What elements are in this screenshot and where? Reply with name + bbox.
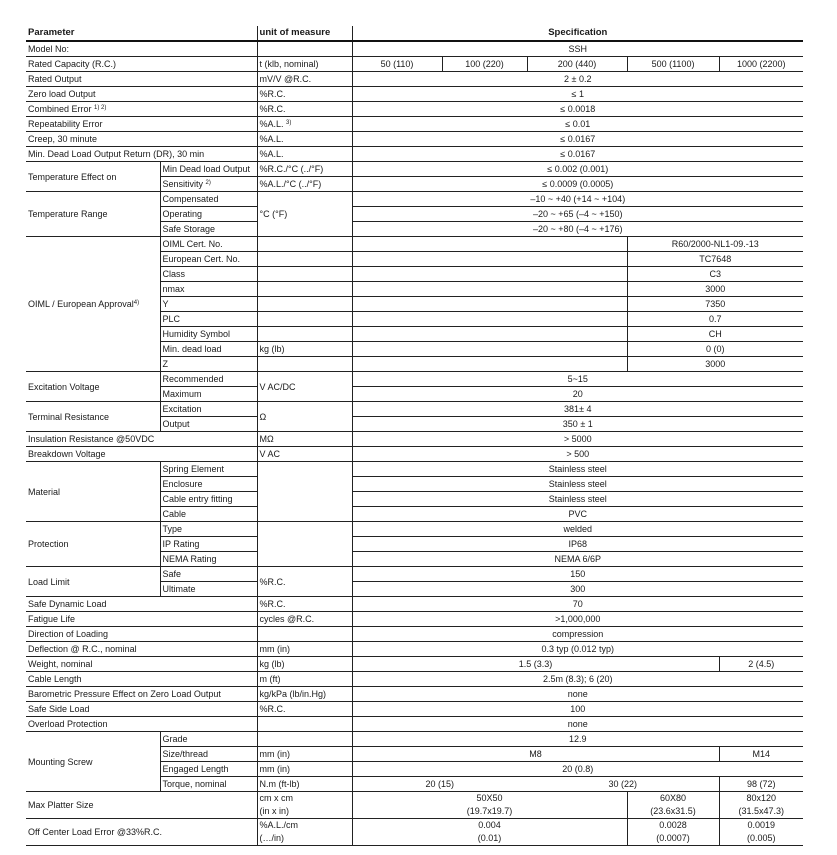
row-value: 30 (22) <box>527 777 719 792</box>
row-unit <box>257 117 352 132</box>
row-value-last: 98 (72) <box>719 777 803 792</box>
row-value: (19.7x19.7) <box>352 805 627 819</box>
table-row <box>26 642 803 657</box>
row-unit: kg (lb) <box>257 342 352 357</box>
table-row <box>26 72 803 87</box>
row-unit: kg (lb) <box>257 657 352 672</box>
table-row <box>26 792 803 806</box>
blank-cell <box>352 267 627 282</box>
sub-label: Size/thread <box>160 747 257 762</box>
table-row <box>26 672 803 687</box>
row-value: compression <box>352 627 803 642</box>
table-row <box>26 657 803 672</box>
row-unit: t (klb, nominal) <box>257 57 352 72</box>
row-label: Model No: <box>26 41 257 57</box>
row-value: Stainless steel <box>352 462 803 477</box>
row-value: PVC <box>352 507 803 522</box>
row-unit <box>257 252 352 267</box>
sub-label: OIML Cert. No. <box>160 237 257 252</box>
sub-label: Z <box>160 357 257 372</box>
row-unit <box>257 312 352 327</box>
row-value: SSH <box>352 41 803 57</box>
row-label: Deflection @ R.C., nominal <box>26 642 257 657</box>
row-value: M8 <box>352 747 719 762</box>
row-unit: %A.L./cm <box>257 819 352 833</box>
row-label: Breakdown Voltage <box>26 447 257 462</box>
table-row <box>26 237 803 252</box>
sub-label: Torque, nominal <box>160 777 257 792</box>
row-label: Fatigue Life <box>26 612 257 627</box>
row-value: Stainless steel <box>352 492 803 507</box>
row-value-last: 2 (4.5) <box>719 657 803 672</box>
row-label: Min. Dead Load Output Return (DR), 30 min <box>26 147 257 162</box>
blank-cell <box>352 252 627 267</box>
group-label <box>26 237 160 372</box>
table-row <box>26 162 803 177</box>
table-row <box>26 597 803 612</box>
row-label: Off Center Load Error @33%R.C. <box>26 819 257 846</box>
row-unit: mm (in) <box>257 642 352 657</box>
row-unit: %A.L./°C (../°F) <box>257 177 352 192</box>
row-value: 20 <box>352 387 803 402</box>
row-value: 150 <box>352 567 803 582</box>
row-unit <box>257 297 352 312</box>
table-row <box>26 567 803 582</box>
row-unit: mm (in) <box>257 747 352 762</box>
sub-label: Spring Element <box>160 462 257 477</box>
row-value: ≤ 1 <box>352 87 803 102</box>
group-label: Temperature Range <box>26 192 160 237</box>
row-unit <box>257 327 352 342</box>
row-unit: Ω <box>257 402 352 432</box>
sub-label: Type <box>160 522 257 537</box>
sub-label: Cable <box>160 507 257 522</box>
row-unit: mm (in) <box>257 762 352 777</box>
group-label: Load Limit <box>26 567 160 597</box>
table-row <box>26 57 803 72</box>
row-label <box>26 102 257 117</box>
row-value: > 5000 <box>352 432 803 447</box>
row-unit: °C (°F) <box>257 192 352 237</box>
row-value: –10 ~ +40 (+14 ~ +104) <box>352 192 803 207</box>
capacity-100: 100 (220) <box>442 57 527 72</box>
row-value: 50X50 <box>352 792 627 806</box>
row-value: 100 <box>352 702 803 717</box>
sub-label: Output <box>160 417 257 432</box>
capacity-500: 500 (1100) <box>627 57 719 72</box>
row-unit: (in x in) <box>257 805 352 819</box>
row-value: 60X80 <box>627 792 719 806</box>
sub-label: Maximum <box>160 387 257 402</box>
row-label: Safe Side Load <box>26 702 257 717</box>
table-row <box>26 87 803 102</box>
row-value: 0 (0) <box>627 342 803 357</box>
sub-label: European Cert. No. <box>160 252 257 267</box>
row-unit <box>257 41 352 57</box>
row-value-last: 0.0019 <box>719 819 803 833</box>
row-value-last: (0.005) <box>719 832 803 846</box>
capacity-50: 50 (110) <box>352 57 442 72</box>
sub-label: Min. dead load <box>160 342 257 357</box>
row-value: (0.01) <box>352 832 627 846</box>
row-value: ≤ 0.01 <box>352 117 803 132</box>
row-unit <box>257 357 352 372</box>
table-row <box>26 687 803 702</box>
row-unit: %R.C. <box>257 567 352 597</box>
spec-table <box>26 26 803 846</box>
row-value: 350 ± 1 <box>352 417 803 432</box>
row-value: welded <box>352 522 803 537</box>
sub-label: Recommended <box>160 372 257 387</box>
sub-label: Y <box>160 297 257 312</box>
row-label: Barometric Pressure Effect on Zero Load Output <box>26 687 257 702</box>
sub-label: Min Dead load Output <box>160 162 257 177</box>
group-label: Mounting Screw <box>26 732 160 792</box>
row-unit: (…/in) <box>257 832 352 846</box>
row-unit: %A.L. <box>257 147 352 162</box>
row-value: 1.5 (3.3) <box>352 657 719 672</box>
row-value: CH <box>627 327 803 342</box>
sub-label: IP Rating <box>160 537 257 552</box>
row-unit: %R.C./°C (../°F) <box>257 162 352 177</box>
row-label: Direction of Loading <box>26 627 257 642</box>
table-row <box>26 462 803 477</box>
row-unit <box>257 732 352 747</box>
row-value: –20 ~ +80 (–4 ~ +176) <box>352 222 803 237</box>
row-value: Stainless steel <box>352 477 803 492</box>
row-label: Safe Dynamic Load <box>26 597 257 612</box>
capacity-200: 200 (440) <box>527 57 627 72</box>
header-parameter: Parameter <box>26 26 257 41</box>
blank-cell <box>352 342 627 357</box>
row-unit: kg/kPa (lb/in.Hg) <box>257 687 352 702</box>
row-value: ≤ 0.0009 (0.0005) <box>352 177 803 192</box>
row-value: (23.6x31.5) <box>627 805 719 819</box>
row-value: 70 <box>352 597 803 612</box>
table-row <box>26 41 803 57</box>
footnote-ref: 4) <box>133 300 140 306</box>
header-row <box>26 26 803 41</box>
row-unit <box>257 462 352 522</box>
row-value: 3000 <box>627 282 803 297</box>
row-value: 300 <box>352 582 803 597</box>
row-value: ≤ 0.0167 <box>352 132 803 147</box>
row-unit <box>257 282 352 297</box>
row-value: none <box>352 717 803 732</box>
row-value: 20 (0.8) <box>352 762 803 777</box>
row-value-last: 80x120 <box>719 792 803 806</box>
blank-cell <box>352 237 627 252</box>
sub-label: Safe <box>160 567 257 582</box>
table-row <box>26 372 803 387</box>
row-unit: m (ft) <box>257 672 352 687</box>
row-unit: cycles @R.C. <box>257 612 352 627</box>
row-label: Insulation Resistance @50VDC <box>26 432 257 447</box>
table-row <box>26 192 803 207</box>
row-unit: V AC/DC <box>257 372 352 402</box>
row-unit <box>257 717 352 732</box>
blank-cell <box>352 357 627 372</box>
sub-label: NEMA Rating <box>160 552 257 567</box>
row-value: 2.5m (8.3); 6 (20) <box>352 672 803 687</box>
row-value: ≤ 0.0167 <box>352 147 803 162</box>
sub-label: Enclosure <box>160 477 257 492</box>
row-value: 0.004 <box>352 819 627 833</box>
unit-text: %A.L. <box>259 119 284 129</box>
row-value-last: (31.5x47.3) <box>719 805 803 819</box>
row-label: Zero load Output <box>26 87 257 102</box>
row-unit: mV/V @R.C. <box>257 72 352 87</box>
group-label: Temperature Effect on <box>26 162 160 192</box>
row-label: Repeatability Error <box>26 117 257 132</box>
row-value: 5~15 <box>352 372 803 387</box>
header-specification: Specification <box>352 26 803 41</box>
row-value: R60/2000-NL1-09.-13 <box>627 237 803 252</box>
header-unit: unit of measure <box>257 26 352 41</box>
row-label: Overload Protection <box>26 717 257 732</box>
row-value: C3 <box>627 267 803 282</box>
row-value: >1,000,000 <box>352 612 803 627</box>
table-row <box>26 117 803 132</box>
row-unit <box>257 627 352 642</box>
row-value: IP68 <box>352 537 803 552</box>
capacity-1000: 1000 (2200) <box>719 57 803 72</box>
footnote-ref: 3) <box>286 120 292 126</box>
row-value: 2 ± 0.2 <box>352 72 803 87</box>
table-row <box>26 402 803 417</box>
row-value: 0.7 <box>627 312 803 327</box>
label-text: Sensitivity <box>162 179 204 189</box>
row-value: none <box>352 687 803 702</box>
sub-label: Safe Storage <box>160 222 257 237</box>
row-value: TC7648 <box>627 252 803 267</box>
row-unit: %R.C. <box>257 102 352 117</box>
row-unit: MΩ <box>257 432 352 447</box>
sub-label: Compensated <box>160 192 257 207</box>
row-value: (0.0007) <box>627 832 719 846</box>
row-label: Max Platter Size <box>26 792 257 819</box>
group-label: Protection <box>26 522 160 567</box>
footnote-ref: 2) <box>205 180 211 186</box>
group-label: Material <box>26 462 160 522</box>
blank-cell <box>352 327 627 342</box>
row-label: Weight, nominal <box>26 657 257 672</box>
table-row <box>26 627 803 642</box>
row-unit: %R.C. <box>257 597 352 612</box>
table-row <box>26 102 803 117</box>
row-value: 12.9 <box>352 732 803 747</box>
table-row <box>26 612 803 627</box>
row-unit <box>257 267 352 282</box>
row-unit <box>257 237 352 252</box>
blank-cell <box>352 312 627 327</box>
label-text: OIML / European Approval <box>28 299 134 309</box>
row-value: 381± 4 <box>352 402 803 417</box>
row-value: –20 ~ +65 (–4 ~ +150) <box>352 207 803 222</box>
sub-label: nmax <box>160 282 257 297</box>
row-unit: %R.C. <box>257 87 352 102</box>
row-value: 20 (15) <box>352 777 527 792</box>
table-row <box>26 147 803 162</box>
row-value: 3000 <box>627 357 803 372</box>
table-row <box>26 702 803 717</box>
row-label: Rated Output <box>26 72 257 87</box>
group-label: Excitation Voltage <box>26 372 160 402</box>
sub-label: PLC <box>160 312 257 327</box>
row-unit: N.m (ft-lb) <box>257 777 352 792</box>
row-unit: %A.L. <box>257 132 352 147</box>
footnote-ref: 1) 2) <box>94 105 107 111</box>
table-row <box>26 132 803 147</box>
row-unit <box>257 522 352 567</box>
row-value: 0.3 typ (0.012 typ) <box>352 642 803 657</box>
row-label: Creep, 30 minute <box>26 132 257 147</box>
row-label: Rated Capacity (R.C.) <box>26 57 257 72</box>
table-row <box>26 732 803 747</box>
table-row <box>26 447 803 462</box>
row-value: ≤ 0.002 (0.001) <box>352 162 803 177</box>
table-row <box>26 717 803 732</box>
sub-label: Grade <box>160 732 257 747</box>
sub-label: Excitation <box>160 402 257 417</box>
sub-label: Engaged Length <box>160 762 257 777</box>
row-value: 7350 <box>627 297 803 312</box>
row-value: 0.0028 <box>627 819 719 833</box>
row-unit: V AC <box>257 447 352 462</box>
group-label: Terminal Resistance <box>26 402 160 432</box>
row-value: ≤ 0.0018 <box>352 102 803 117</box>
row-value: > 500 <box>352 447 803 462</box>
sub-label: Class <box>160 267 257 282</box>
label-text: Combined Error <box>28 104 92 114</box>
row-label: Cable Length <box>26 672 257 687</box>
sub-label: Operating <box>160 207 257 222</box>
table-row <box>26 522 803 537</box>
sub-label <box>160 177 257 192</box>
blank-cell <box>352 297 627 312</box>
sub-label: Cable entry fitting <box>160 492 257 507</box>
table-row <box>26 432 803 447</box>
row-unit: %R.C. <box>257 702 352 717</box>
row-value: NEMA 6/6P <box>352 552 803 567</box>
sub-label: Ultimate <box>160 582 257 597</box>
blank-cell <box>352 282 627 297</box>
sub-label: Humidity Symbol <box>160 327 257 342</box>
row-value-last: M14 <box>719 747 803 762</box>
row-unit: cm x cm <box>257 792 352 806</box>
table-row <box>26 819 803 833</box>
